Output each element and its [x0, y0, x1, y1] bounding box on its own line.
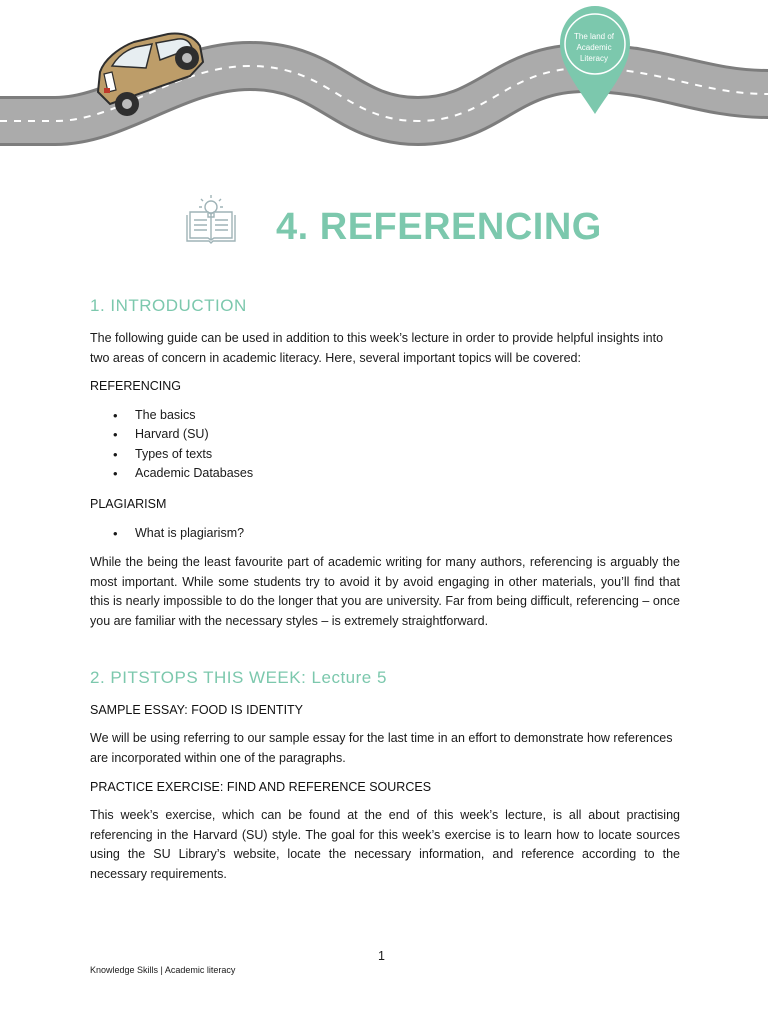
referencing-subheading: REFERENCING: [90, 379, 181, 393]
sample-essay-paragraph: We will be using referring to our sample essay for the last time in an effort to demonstrate how references are incorporated within one of the paragraphs.: [90, 731, 673, 765]
destination-label-line: The land of: [573, 32, 615, 41]
destination-label-line: Academic: [576, 43, 612, 52]
referencing-topic-list: [90, 406, 253, 483]
practice-exercise-paragraph: This week’s exercise, which can be found at the end of this week’s lecture, is all about practising referencing in the Harvard (SU) style. The goal for this week’s exercise is to learn how to locate sources using the SU Library’s website, locate the necessary information, and reference according to the necessary requirements.: [90, 808, 680, 881]
page-footer: Knowledge Skills | Academic literacy: [90, 965, 236, 975]
section-heading-introduction: 1. INTRODUCTION: [90, 296, 247, 315]
referencing-overview-paragraph: While the being the least favourite part of academic writing for many authors, referencing is arguably the most important. While some students try to avoid it by avoid engaging in other materials, you’ll find that this is nearly impossible to do the longer that you are university. Far from being difficult, referencing – once you are familiar with the necessary styles – is extremely straightforward.: [90, 555, 680, 628]
list-item: • The basics: [90, 406, 253, 425]
road-banner: [0, 0, 768, 160]
plagiarism-subheading: PLAGIARISM: [90, 497, 167, 511]
section-heading-pitstops: 2. PITSTOPS THIS WEEK: Lecture 5: [90, 668, 387, 687]
intro-paragraph: The following guide can be used in addition to this week’s lecture in order to provide helpful insights into two areas of concern in academic literacy. Here, several important topics will be covered:: [90, 331, 664, 365]
sample-essay-subheading: SAMPLE ESSAY: FOOD IS IDENTITY: [90, 703, 304, 717]
chapter-title: 4. REFERENCING: [276, 206, 602, 248]
list-item: • What is plagiarism?: [90, 524, 244, 543]
plagiarism-topic-list: [90, 524, 244, 543]
destination-label: [560, 31, 628, 64]
list-item: • Academic Databases: [90, 464, 253, 483]
page-number: 1: [378, 949, 385, 963]
destination-label-line: Literacy: [579, 54, 608, 63]
book-lightbulb-icon: [184, 193, 238, 245]
practice-exercise-subheading: PRACTICE EXERCISE: FIND AND REFERENCE SOURCES: [90, 780, 432, 794]
list-item: • Types of texts: [90, 445, 253, 464]
list-item: • Harvard (SU): [90, 425, 253, 444]
